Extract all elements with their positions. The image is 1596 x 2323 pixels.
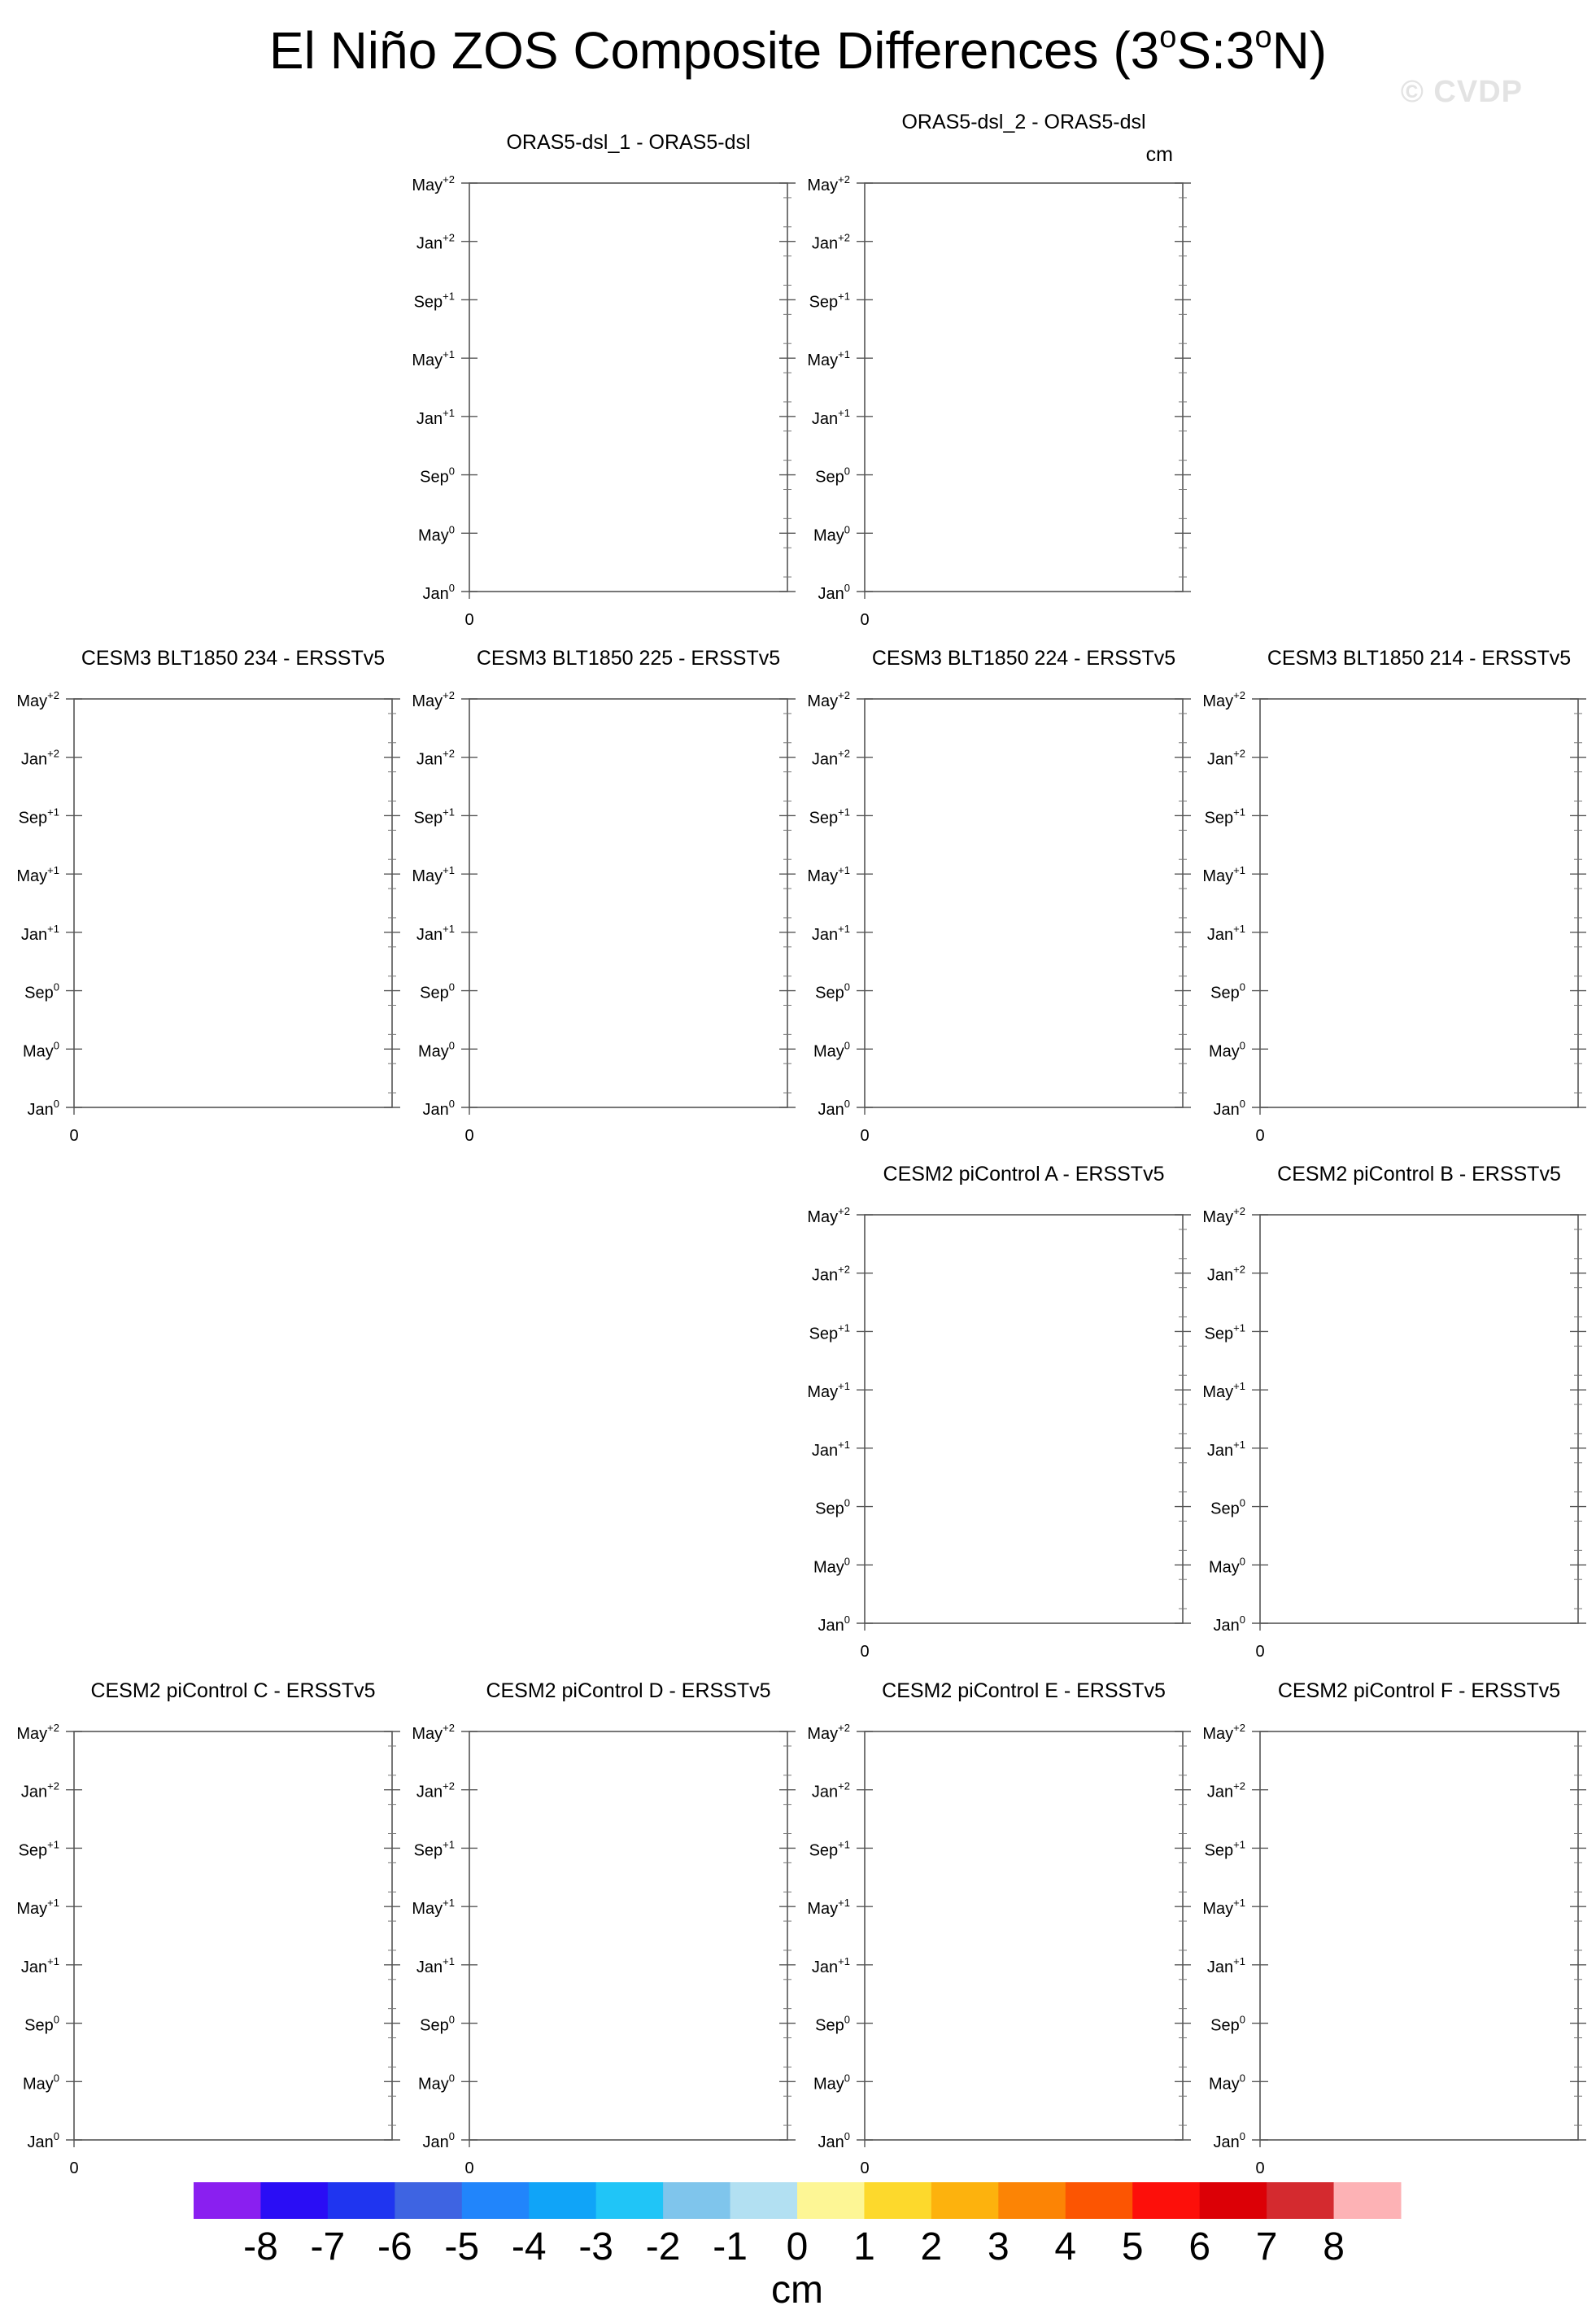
y-tick-label: Sep$^0$	[815, 465, 850, 487]
y-tick-label: Sep$^0$	[420, 2013, 455, 2035]
y-tick-label: Sep$^{+1}$	[809, 806, 850, 827]
y-tick-label: May$^{+1}$	[807, 348, 850, 370]
y-tick-label: Jan$^0$	[818, 2130, 850, 2151]
y-tick-label: May$^{+1}$	[1202, 1897, 1245, 1919]
panel-title: CESM2 piControl B - ERSSTv5	[1277, 1163, 1561, 1186]
colorbar-swatch	[596, 2182, 664, 2219]
colorbar-swatch	[1267, 2182, 1334, 2219]
x-tick-label: 0	[1255, 1127, 1265, 1145]
y-tick-label: Jan$^{+2}$	[416, 1779, 455, 1801]
panel-title: CESM2 piControl F - ERSSTv5	[1277, 1679, 1561, 1702]
y-tick-label: May$^{+2}$	[412, 173, 455, 194]
y-tick-label: May$^{+1}$	[412, 348, 455, 370]
y-tick-label: Sep$^0$	[24, 2013, 59, 2035]
y-tick-label: Jan$^{+2}$	[811, 747, 850, 769]
page-title: El Niño ZOS Composite Differences (3$^o$S:3$^o$N)	[268, 20, 1328, 80]
x-tick-label: 0	[69, 1127, 79, 1145]
colorbar-swatch	[1200, 2182, 1267, 2219]
colorbar-label: 6	[1188, 2225, 1211, 2268]
y-tick-label: Sep$^{+1}$	[809, 1838, 850, 1860]
y-tick-label: Jan$^0$	[27, 2130, 59, 2151]
panel-title: CESM2 piControl E - ERSSTv5	[882, 1679, 1166, 1702]
colorbar-label: -2	[645, 2225, 681, 2268]
colorbar-label: -3	[578, 2225, 614, 2268]
colorbar-swatch	[1066, 2182, 1133, 2219]
y-tick-label: Jan$^{+1}$	[811, 1438, 850, 1460]
y-tick-label: Jan$^{+2}$	[811, 231, 850, 253]
y-tick-label: Jan$^{+1}$	[811, 1954, 850, 1976]
colorbar-swatch	[529, 2182, 596, 2219]
y-tick-label: Jan$^{+2}$	[811, 1263, 850, 1285]
x-tick-label: 0	[464, 2159, 474, 2177]
y-tick-label: Sep$^0$	[815, 2013, 850, 2035]
y-tick-label: Jan$^{+1}$	[416, 922, 455, 944]
colorbar-label: 7	[1255, 2225, 1278, 2268]
x-tick-label: 0	[860, 1127, 870, 1145]
panel-title: CESM3 BLT1850 214 - ERSSTv5	[1267, 647, 1572, 670]
y-tick-label: Jan$^{+1}$	[416, 406, 455, 428]
colorbar-swatch	[663, 2182, 730, 2219]
y-tick-label: Sep$^{+1}$	[413, 806, 455, 827]
y-tick-label: Jan$^0$	[818, 1098, 850, 1119]
colorbar-label: -6	[377, 2225, 412, 2268]
y-tick-label: Jan$^0$	[818, 582, 850, 603]
x-tick-label: 0	[464, 611, 474, 629]
colorbar-label: -5	[444, 2225, 480, 2268]
y-tick-label: Sep$^{+1}$	[413, 290, 455, 312]
x-tick-label: 0	[860, 2159, 870, 2177]
y-tick-label: Jan$^{+2}$	[1206, 747, 1245, 769]
y-tick-label: May$^{+1}$	[16, 1897, 59, 1919]
colorbar-swatch	[395, 2182, 462, 2219]
colorbar-label: 8	[1323, 2225, 1345, 2268]
colorbar-label: 4	[1054, 2225, 1077, 2268]
y-tick-label: May$^{+2}$	[412, 689, 455, 710]
y-tick-label: Jan$^0$	[1213, 2130, 1245, 2151]
x-tick-label: 0	[69, 2159, 79, 2177]
panel-title: CESM3 BLT1850 234 - ERSSTv5	[81, 647, 386, 670]
panel-title: CESM2 piControl A - ERSSTv5	[883, 1163, 1165, 1186]
y-tick-label: May$^0$	[1208, 1555, 1245, 1577]
y-tick-label: Sep$^{+1}$	[1204, 1838, 1245, 1860]
y-tick-label: Jan$^{+2}$	[416, 747, 455, 769]
colorbar-swatch	[730, 2182, 798, 2219]
y-tick-label: May$^{+1}$	[1202, 864, 1245, 886]
y-tick-label: May$^0$	[813, 523, 850, 545]
panel-title: CESM3 BLT1850 225 - ERSSTv5	[476, 647, 781, 670]
y-tick-label: May$^{+1}$	[807, 1897, 850, 1919]
y-tick-label: Sep$^0$	[1210, 1496, 1245, 1518]
y-tick-label: May$^0$	[813, 1555, 850, 1577]
x-tick-label: 0	[464, 1127, 474, 1145]
y-tick-label: Jan$^0$	[1213, 1098, 1245, 1119]
y-tick-label: Sep$^{+1}$	[1204, 1321, 1245, 1343]
colorbar-swatch	[194, 2182, 261, 2219]
y-tick-label: Jan$^{+1}$	[20, 922, 59, 944]
y-tick-label: May$^{+2}$	[807, 1722, 850, 1743]
y-tick-label: May$^{+1}$	[1202, 1380, 1245, 1402]
y-tick-label: Sep$^0$	[420, 980, 455, 1002]
y-tick-label: Jan$^{+2}$	[1206, 1263, 1245, 1285]
y-tick-label: May$^0$	[813, 1039, 850, 1061]
y-tick-label: May$^{+2}$	[807, 173, 850, 194]
colorbar-label: 5	[1121, 2225, 1144, 2268]
colorbar-label: -4	[511, 2225, 547, 2268]
colorbar-swatch	[864, 2182, 931, 2219]
y-tick-label: Sep$^0$	[1210, 2013, 1245, 2035]
y-tick-label: Jan$^{+1}$	[20, 1954, 59, 1976]
panel-title: CESM2 piControl C - ERSSTv5	[90, 1679, 376, 1702]
y-tick-label: Jan$^0$	[27, 1098, 59, 1119]
colorbar-label: -1	[713, 2225, 748, 2268]
y-tick-label: May$^{+1}$	[16, 864, 59, 886]
y-tick-label: May$^{+2}$	[16, 689, 59, 710]
y-tick-label: Jan$^0$	[422, 582, 455, 603]
y-tick-label: Sep$^0$	[1210, 980, 1245, 1002]
y-tick-label: May$^0$	[417, 523, 455, 545]
y-tick-label: Jan$^0$	[1213, 1613, 1245, 1635]
y-tick-label: Sep$^0$	[815, 1496, 850, 1518]
colorbar-swatch	[797, 2182, 865, 2219]
y-tick-label: Sep$^{+1}$	[18, 1838, 59, 1860]
colorbar-swatch	[328, 2182, 395, 2219]
y-tick-label: Jan$^{+2}$	[20, 1779, 59, 1801]
y-tick-label: May$^{+2}$	[16, 1722, 59, 1743]
y-tick-label: Jan$^{+2}$	[416, 231, 455, 253]
y-tick-label: May$^{+1}$	[807, 1380, 850, 1402]
colorbar-swatch	[1334, 2182, 1402, 2219]
y-tick-label: May$^{+2}$	[1202, 1722, 1245, 1743]
y-tick-label: Sep$^0$	[420, 465, 455, 487]
colorbar-swatch	[462, 2182, 530, 2219]
y-tick-label: Jan$^{+2}$	[1206, 1779, 1245, 1801]
y-tick-label: Sep$^{+1}$	[18, 806, 59, 827]
y-tick-label: May$^0$	[813, 2072, 850, 2094]
y-tick-label: May$^{+1}$	[412, 1897, 455, 1919]
y-tick-label: May$^{+2}$	[1202, 689, 1245, 710]
panel-title: ORAS5-dsl_1 - ORAS5-dsl	[506, 131, 751, 154]
y-tick-label: May$^0$	[22, 1039, 59, 1061]
colorbar-swatch	[931, 2182, 999, 2219]
x-tick-label: 0	[860, 1643, 870, 1661]
y-tick-label: Jan$^0$	[422, 1098, 455, 1119]
y-tick-label: May$^{+2}$	[807, 689, 850, 710]
colorbar-units: cm	[771, 2268, 823, 2312]
watermark: © CVDP	[1400, 75, 1523, 109]
y-tick-label: Jan$^{+1}$	[416, 1954, 455, 1976]
colorbar-swatch	[998, 2182, 1066, 2219]
y-tick-label: May$^0$	[22, 2072, 59, 2094]
y-tick-label: Jan$^0$	[422, 2130, 455, 2151]
colorbar-label: 0	[786, 2225, 809, 2268]
y-tick-label: Jan$^{+1}$	[1206, 1438, 1245, 1460]
y-tick-label: May$^{+2}$	[1202, 1205, 1245, 1226]
y-tick-label: May$^{+1}$	[412, 864, 455, 886]
y-tick-label: May$^{+2}$	[412, 1722, 455, 1743]
colorbar-label: 1	[853, 2225, 875, 2268]
colorbar-label: 3	[987, 2225, 1009, 2268]
y-tick-label: Sep$^{+1}$	[809, 290, 850, 312]
y-tick-label: Sep$^0$	[24, 980, 59, 1002]
x-tick-label: 0	[860, 611, 870, 629]
y-tick-label: Jan$^{+1}$	[1206, 922, 1245, 944]
y-tick-label: Jan$^0$	[818, 1613, 850, 1635]
y-tick-label: May$^0$	[1208, 1039, 1245, 1061]
colorbar-label: -7	[310, 2225, 346, 2268]
y-tick-label: Jan$^{+1}$	[1206, 1954, 1245, 1976]
y-tick-label: May$^{+2}$	[807, 1205, 850, 1226]
panel-title: CESM2 piControl D - ERSSTv5	[486, 1679, 771, 1702]
y-tick-label: May$^{+1}$	[807, 864, 850, 886]
y-tick-label: Sep$^{+1}$	[413, 1838, 455, 1860]
y-tick-label: Jan$^{+1}$	[811, 406, 850, 428]
y-tick-label: Jan$^{+1}$	[811, 922, 850, 944]
panel-title: CESM3 BLT1850 224 - ERSSTv5	[871, 647, 1176, 670]
colorbar-label: -8	[243, 2225, 278, 2268]
units-label: cm	[1145, 143, 1173, 166]
panel-title: ORAS5-dsl_2 - ORAS5-dsl	[901, 111, 1146, 133]
y-tick-label: May$^0$	[417, 2072, 455, 2094]
y-tick-label: Sep$^{+1}$	[1204, 806, 1245, 827]
y-tick-label: Jan$^{+2}$	[811, 1779, 850, 1801]
y-tick-label: Sep$^{+1}$	[809, 1321, 850, 1343]
y-tick-label: May$^0$	[417, 1039, 455, 1061]
y-tick-label: May$^0$	[1208, 2072, 1245, 2094]
y-tick-label: Sep$^0$	[815, 980, 850, 1002]
colorbar-swatch	[260, 2182, 328, 2219]
x-tick-label: 0	[1255, 2159, 1265, 2177]
x-tick-label: 0	[1255, 1643, 1265, 1661]
colorbar-label: 2	[920, 2225, 943, 2268]
y-tick-label: Jan$^{+2}$	[20, 747, 59, 769]
colorbar-swatch	[1132, 2182, 1200, 2219]
